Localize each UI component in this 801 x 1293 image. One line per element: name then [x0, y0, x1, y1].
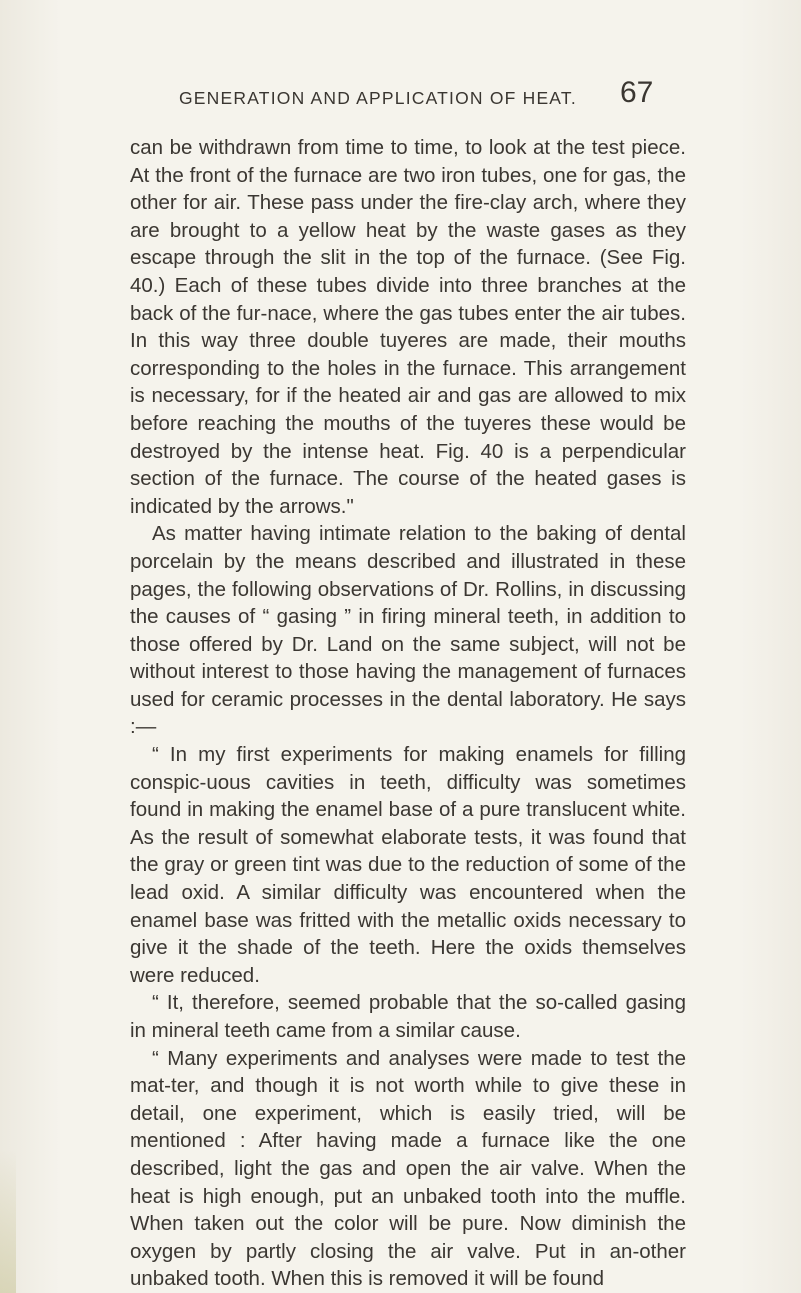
- paragraph: “ It, therefore, seemed probable that the so-called gasing in mineral teeth came from a similar cause.: [130, 991, 686, 1042]
- paragraph: “ In my first experiments for making enamels for filling conspic-uous cavities in teeth, difficulty was sometimes found in making the enamel base of a pure translucent white. As the result of somewhat elaborate tests, it was found that the gray or green tint was due to the reduction of some of the lead oxid. A similar difficulty was encountered when the enamel base was fritted with the metallic oxids necessary to give it the shade of the teeth. Here the oxids themselves were reduced.: [130, 743, 686, 987]
- paragraph: “ Many experiments and analyses were made to test the mat-ter, and though it is not worth while to give these in detail, one experiment, which is easily tried, will be mentioned : After having made a furnace like the one described, light the gas and open the air valve. When the heat is high enough, put an unbaked tooth into the muffle. When taken out the color will be pure. Now diminish the oxygen by partly closing the air valve. Put in an-other unbaked tooth. When this is removed it will be found: [130, 1046, 686, 1291]
- paragraph: can be withdrawn from time to time, to look at the test piece. At the front of the furnace are two iron tubes, one for gas, the other for air. These pass under the fire-clay arch, where they are brought to a yellow heat by the waste gases as they escape through the slit in the top of the furnace. (See Fig. 40.) Each of these tubes divide into three branches at the back of the fur-nace, where the gas tubes enter the air tubes. In this way three double tuyeres are made, their mouths corresponding to the holes in the furnace. This arrangement is necessary, for if the heated air and gas are allowed to mix before reaching the mouths of the tuyeres these would be destroyed by the intense heat. Fig. 40 is a perpendicular section of the furnace. The course of the heated gases is indicated by the arrows.": [130, 136, 686, 518]
- paragraph: As matter having intimate relation to the baking of dental porcelain by the means described and illustrated in these pages, the following observations of Dr. Rollins, in discussing the causes of “ gasing ” in firing mineral teeth, in addition to those offered by Dr. Land on the same subject, will not be without interest to those having the management of furnaces used for ceramic processes in the dental laboratory. He says :—: [130, 522, 686, 739]
- page-number: 67: [620, 76, 654, 109]
- page-edge-stain: [0, 1150, 16, 1293]
- body-text: [130, 134, 686, 1293]
- running-head: GENERATION AND APPLICATION OF HEAT.: [179, 88, 577, 108]
